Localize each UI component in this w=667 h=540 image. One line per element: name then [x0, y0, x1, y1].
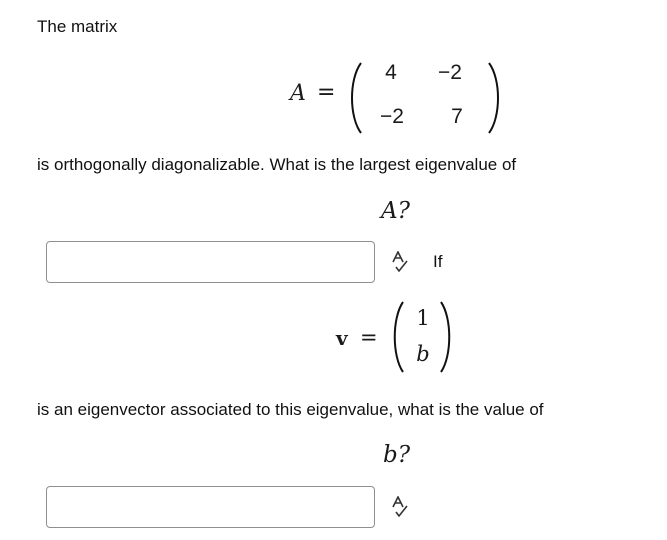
vector-equation — [330, 296, 470, 376]
vector-symbol: v — [336, 326, 348, 350]
matrix-symbol: A — [290, 81, 306, 106]
eigenvector-b-answer-input[interactable] — [46, 486, 375, 528]
matrix-cell-2-2: 7 — [451, 105, 463, 128]
matrix-equation — [280, 55, 520, 135]
eigenvalue-answer-input[interactable] — [46, 241, 375, 283]
right-paren-icon — [484, 61, 506, 135]
question-1-math: A? — [381, 198, 410, 224]
if-label: If — [433, 252, 443, 271]
vector-entry-1: 1 — [416, 306, 430, 330]
spell-check-icon[interactable] — [390, 496, 410, 518]
matrix-cell-2-1: −2 — [380, 105, 404, 128]
spell-check-icon[interactable] — [390, 251, 410, 273]
vector-equals-sign: = — [360, 325, 378, 349]
question-2-text: is an eigenvector associated to this eigenvalue, what is the value of — [37, 400, 544, 419]
left-paren-icon — [344, 61, 366, 135]
equals-sign: = — [317, 80, 336, 105]
matrix-cell-1-2: −2 — [438, 61, 462, 84]
vector-entry-2: b — [416, 342, 430, 366]
vector-left-paren-icon — [388, 300, 408, 374]
question-2-math: b? — [383, 442, 411, 468]
matrix-cell-1-1: 4 — [385, 61, 397, 84]
intro-text: The matrix — [37, 17, 118, 36]
question-1-text: is orthogonally diagonalizable. What is the largest eigenvalue of — [37, 155, 517, 174]
vector-right-paren-icon — [436, 300, 456, 374]
